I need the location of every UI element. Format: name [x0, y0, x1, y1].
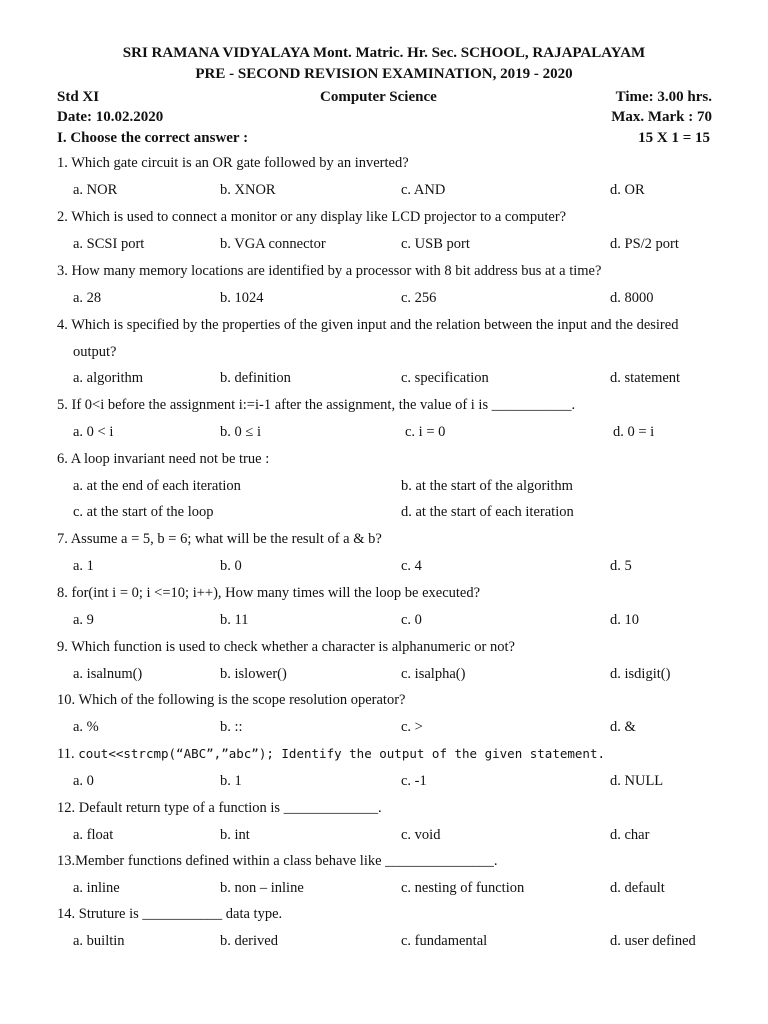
question-13: 13.Member functions defined within a class behave like _______________. [57, 853, 498, 869]
option-a: a. algorithm [73, 370, 144, 386]
option-c: c. isalpha() [401, 666, 466, 682]
question-3: 3. How many memory locations are identified by a processor with 8 bit address bus at a time? [57, 263, 602, 279]
option-d: d. NULL [610, 773, 664, 789]
option-c: c. 256 [401, 290, 437, 306]
option-d: d. & [610, 719, 636, 735]
option-d: d. PS/2 port [610, 236, 679, 252]
option-a: a. isalnum() [73, 666, 143, 682]
school-name: SRI RAMANA VIDYALAYA Mont. Matric. Hr. Sec. SCHOOL, RAJAPALAYAM [122, 45, 646, 61]
option-a: a. builtin [73, 933, 125, 949]
option-b: b. VGA connector [220, 236, 326, 252]
question-14: 14. Struture is ___________ data type. [57, 906, 283, 922]
option-a: a. at the end of each iteration [73, 478, 241, 494]
option-d: d. 0 = i [613, 424, 655, 440]
option-c: c. void [401, 827, 441, 843]
option-d: d. 8000 [610, 290, 654, 306]
exam-title: PRE - SECOND REVISION EXAMINATION, 2019 - 2020 [195, 66, 573, 82]
option-d: d. default [610, 880, 665, 896]
question-1: 1. Which gate circuit is an OR gate followed by an inverted? [57, 155, 409, 171]
question-10: 10. Which of the following is the scope resolution operator? [57, 692, 406, 708]
option-c: c. specification [401, 370, 489, 386]
option-c: c. AND [401, 182, 446, 198]
option-b: b. at the start of the algorithm [401, 478, 573, 494]
question-4-continued: output? [73, 344, 117, 360]
option-a: a. inline [73, 880, 120, 896]
subject-label: Computer Science [320, 89, 437, 105]
option-c: c. USB port [401, 236, 470, 252]
option-b: b. non – inline [220, 880, 304, 896]
option-a: a. SCSI port [73, 236, 145, 252]
option-c: c. 0 [401, 612, 422, 628]
option-b: b. int [220, 827, 250, 843]
option-b: b. derived [220, 933, 278, 949]
option-c: c. -1 [401, 773, 427, 789]
option-d: d. isdigit() [610, 666, 671, 682]
option-a: a. 0 [73, 773, 94, 789]
question-11-number: 11. [57, 746, 75, 762]
time-label: Time: 3.00 hrs. [615, 89, 712, 105]
option-d: d. 10 [610, 612, 639, 628]
question-2: 2. Which is used to connect a monitor or any display like LCD projector to a computer? [57, 209, 567, 225]
option-b: b. islower() [220, 666, 287, 682]
question-6: 6. A loop invariant need not be true : [57, 451, 270, 467]
option-c: c. at the start of the loop [73, 504, 214, 520]
question-11 [57, 746, 605, 763]
option-d: d. at the start of each iteration [401, 504, 574, 520]
option-d: d. OR [610, 182, 645, 198]
option-d: d. 5 [610, 558, 632, 574]
option-a: a. 1 [73, 558, 94, 574]
question-4: 4. Which is specified by the properties of the given input and the relation between the input and the desired [57, 317, 679, 333]
option-b: b. 0 ≤ i [220, 424, 261, 440]
option-c: c. > [401, 719, 423, 735]
option-c: c. i = 0 [405, 424, 446, 440]
option-b: b. 0 [220, 558, 242, 574]
option-a: a. 0 < i [73, 424, 114, 440]
option-b: b. :: [220, 719, 243, 735]
option-c: c. fundamental [401, 933, 488, 949]
option-a: a. % [73, 719, 99, 735]
option-d: d. user defined [610, 933, 696, 949]
option-b: b. definition [220, 370, 291, 386]
std-label: Std XI [57, 89, 100, 105]
section-heading: I. Choose the correct answer : [57, 130, 249, 146]
option-d: d. char [610, 827, 650, 843]
section-marks: 15 X 1 = 15 [638, 130, 710, 146]
question-11-code: cout<<strcmp(“ABC”,”abc”); Identify the output of the given statement. [78, 746, 606, 761]
option-c: c. nesting of function [401, 880, 525, 896]
question-5: 5. If 0<i before the assignment i:=i-1 after the assignment, the value of i is ___________. [57, 397, 576, 413]
option-a: a. 28 [73, 290, 102, 306]
option-d: d. statement [610, 370, 681, 386]
question-12: 12. Default return type of a function is _____________. [57, 800, 382, 816]
question-7: 7. Assume a = 5, b = 6; what will be the result of a & b? [57, 531, 382, 547]
option-b: b. XNOR [220, 182, 276, 198]
date-label: Date: 10.02.2020 [57, 109, 164, 125]
question-8: 8. for(int i = 0; i <=10; i++), How many times will the loop be executed? [57, 585, 481, 601]
option-a: a. float [73, 827, 114, 843]
option-b: b. 1024 [220, 290, 264, 306]
max-mark-label: Max. Mark : 70 [611, 109, 712, 125]
option-b: b. 11 [220, 612, 249, 628]
option-b: b. 1 [220, 773, 242, 789]
option-a: a. 9 [73, 612, 94, 628]
question-9: 9. Which function is used to check whether a character is alphanumeric or not? [57, 639, 515, 655]
option-c: c. 4 [401, 558, 422, 574]
option-a: a. NOR [73, 182, 118, 198]
